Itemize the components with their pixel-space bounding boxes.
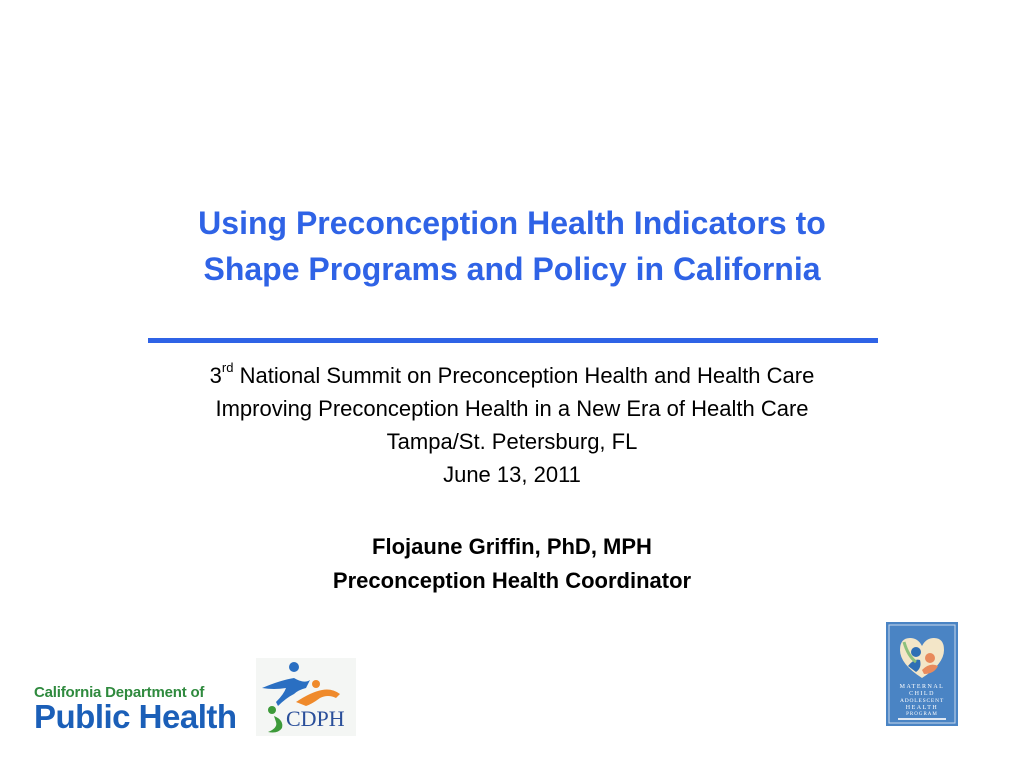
mcah-figure-orange-head — [925, 653, 935, 663]
event-info — [0, 359, 1024, 491]
cdph-wordmark-logo — [34, 684, 264, 734]
presenter-name: Flojaune Griffin, PhD, MPH — [372, 534, 652, 559]
title-line-1: Using Preconception Health Indicators to — [198, 205, 826, 241]
mcah-text-line-5: PROGRAM — [906, 712, 938, 717]
slide-title — [0, 200, 1024, 292]
cdph-emblem-text: CDPH — [286, 706, 345, 731]
title-divider — [148, 338, 878, 343]
summit-ordinal-suffix: rd — [221, 359, 234, 375]
mcah-text-line-3: ADOLESCENT — [899, 698, 945, 704]
summit-line — [0, 359, 1024, 392]
mcah-fine-print-line — [898, 718, 946, 720]
presenter-role: Preconception Health Coordinator — [332, 568, 692, 593]
mcah-figure-blue-head — [911, 647, 921, 657]
cdph-figure-green-head — [268, 706, 276, 714]
mcah-text-line-1: MATERNAL — [899, 684, 945, 690]
mcah-text-line-2: CHILD — [909, 691, 935, 697]
event-location: Tampa/St. Petersburg, FL — [386, 429, 638, 454]
cdph-figure-blue-head — [289, 662, 299, 672]
cdph-emblem-logo — [256, 658, 356, 736]
event-date: June 13, 2011 — [443, 462, 581, 487]
cdph-wordmark-line-1: California Department of — [34, 684, 205, 701]
summit-number: 3 — [209, 363, 222, 388]
presenter-block — [0, 530, 1024, 598]
cdph-figure-orange-head — [312, 680, 320, 688]
summit-name: National Summit on Preconception Health and Health Care — [233, 363, 815, 388]
mcah-program-logo — [886, 622, 958, 726]
mcah-text-line-4: HEALTH — [905, 705, 939, 711]
cdph-wordmark-line-2: Public Health — [34, 698, 237, 735]
title-line-2: Shape Programs and Policy in California — [203, 251, 821, 287]
event-subtitle: Improving Preconception Health in a New Era of Health Care — [215, 396, 809, 421]
